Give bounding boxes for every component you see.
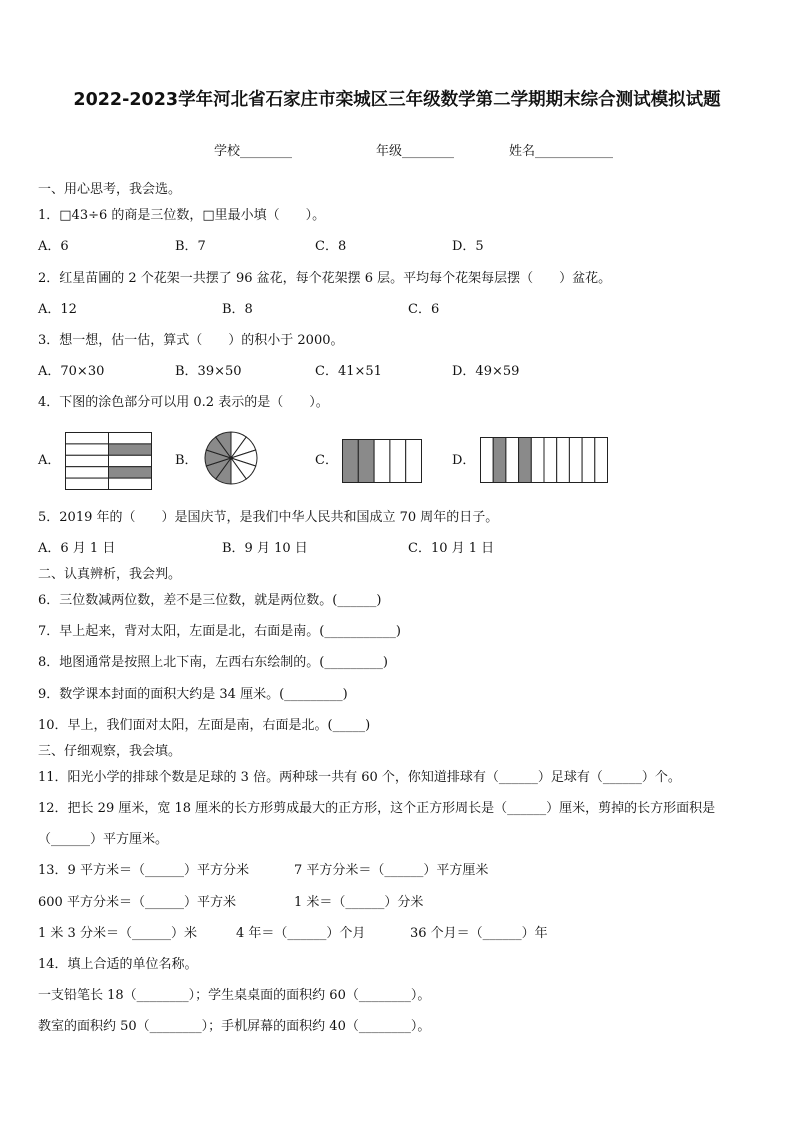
figure-d-bar [480, 437, 608, 483]
q2-option-c: C．6 [408, 302, 440, 317]
figure-d-part [519, 438, 532, 483]
q14-stem: 14．填上合适的单位名称。 [38, 957, 198, 972]
q13-item-4: 1 米＝（______）分米 [294, 895, 424, 910]
figure-a-cell [109, 444, 152, 455]
q5-option-c: C．10 月 1 日 [408, 541, 495, 556]
q2-option-b: B．8 [222, 302, 253, 317]
q8: 8．地图通常是按照上北下南，左西右东绘制的。(_________) [38, 655, 388, 670]
q13-item-7: 36 个月＝（______）年 [410, 926, 548, 941]
q1-stem: 1．□43÷6 的商是三位数，□里最小填（ ）。 [38, 208, 326, 223]
figure-a-grid [65, 432, 152, 490]
q4-option-a: A． [38, 453, 61, 468]
q14-line2: 教室的面积约 50（________）；手机屏幕的面积约 40（________）。 [38, 1019, 431, 1034]
figure-a-cell [109, 467, 152, 478]
q1-option-b: B．7 [175, 239, 206, 254]
q1-option-c: C．8 [315, 239, 347, 254]
q12-line1: 12．把长 29 厘米，宽 18 厘米的长方形剪成最大的正方形，这个正方形周长是（______）厘米，剪掉的长方形面积是 [38, 801, 716, 816]
q2-option-a: A．12 [38, 302, 77, 317]
q3-option-a: A．70×30 [38, 364, 105, 379]
figure-d-part [493, 438, 506, 483]
q13-item-6: 4 年＝（______）个月 [236, 926, 366, 941]
q4-option-d: D． [452, 453, 476, 468]
section1-heading: 一、用心思考，我会选。 [38, 182, 182, 197]
figure-c-part [406, 440, 422, 483]
figure-c-part [390, 440, 406, 483]
q13-item-2: 7 平方分米＝（______）平方厘米 [294, 863, 489, 878]
q4-stem: 4．下图的涂色部分可以用 0.2 表示的是（ ）。 [38, 395, 329, 410]
section2-heading: 二、认真辨析，我会判。 [38, 567, 182, 582]
figure-a-cell [66, 433, 109, 444]
section3-heading: 三、仔细观察，我会填。 [38, 744, 182, 759]
figure-c-part [343, 440, 359, 483]
q5-option-a: A．6 月 1 日 [38, 541, 116, 556]
q9: 9．数学课本封面的面积大约是 34 厘米。(_________) [38, 687, 348, 702]
school-field: 学校________ [214, 144, 293, 159]
q5-stem: 5．2019 年的（ ）是国庆节，是我们中华人民共和国成立 70 周年的日子。 [38, 510, 499, 525]
q5-option-b: B．9 月 10 日 [222, 541, 308, 556]
figure-a-cell [66, 478, 109, 489]
q1-option-d: D．5 [452, 239, 484, 254]
grade-field: 年级________ [376, 144, 455, 159]
page-title: 2022-2023学年河北省石家庄市栾城区三年级数学第二学期期末综合测试模拟试题 [73, 90, 721, 110]
figure-d-part [569, 438, 582, 483]
figure-b-circle [203, 430, 259, 486]
q13-item-1: 13．9 平方米＝（______）平方分米 [38, 863, 249, 878]
figure-a-cell [109, 478, 152, 489]
q12-line2: （______）平方厘米。 [38, 832, 169, 847]
q13-item-5: 1 米 3 分米＝（______）米 [38, 926, 197, 941]
figure-c-part [374, 440, 390, 483]
figure-d-part [481, 438, 494, 483]
figure-d-part [531, 438, 544, 483]
name-field: 姓名____________ [509, 144, 614, 159]
figure-d-part [582, 438, 595, 483]
figure-a-cell [66, 467, 109, 478]
figure-d-part [544, 438, 557, 483]
figure-a-cell [109, 433, 152, 444]
q3-option-c: C．41×51 [315, 364, 382, 379]
figure-c-bar [342, 439, 422, 483]
figure-d-part [506, 438, 519, 483]
q6: 6．三位数减两位数，差不是三位数，就是两位数。(______) [38, 593, 382, 608]
q10: 10．早上，我们面对太阳，左面是南，右面是北。(_____) [38, 718, 371, 733]
q14-line1: 一支铅笔长 18（________）；学生桌桌面的面积约 60（________）。 [38, 988, 431, 1003]
q3-stem: 3．想一想，估一估，算式（ ）的积小于 2000。 [38, 333, 344, 348]
figure-d-part [595, 438, 608, 483]
q4-option-c: C． [315, 453, 338, 468]
q3-option-d: D．49×59 [452, 364, 520, 379]
q4-option-b: B． [175, 453, 198, 468]
q7: 7．早上起来，背对太阳，左面是北，右面是南。(___________) [38, 624, 401, 639]
figure-c-part [358, 440, 374, 483]
q2-stem: 2．红星苗圃的 2 个花架一共摆了 96 盆花，每个花架摆 6 层。平均每个花架每层摆（ ）盆花。 [38, 271, 612, 286]
q13-item-3: 600 平方分米＝（______）平方米 [38, 895, 236, 910]
figure-a-cell [109, 455, 152, 466]
figure-a-cell [66, 444, 109, 455]
q1-option-a: A．6 [38, 239, 69, 254]
q3-option-b: B．39×50 [175, 364, 242, 379]
figure-a-cell [66, 455, 109, 466]
figure-d-part [557, 438, 570, 483]
q11: 11．阳光小学的排球个数是足球的 3 倍。两种球一共有 60 个，你知道排球有（______）足球有（______）个。 [38, 770, 681, 785]
